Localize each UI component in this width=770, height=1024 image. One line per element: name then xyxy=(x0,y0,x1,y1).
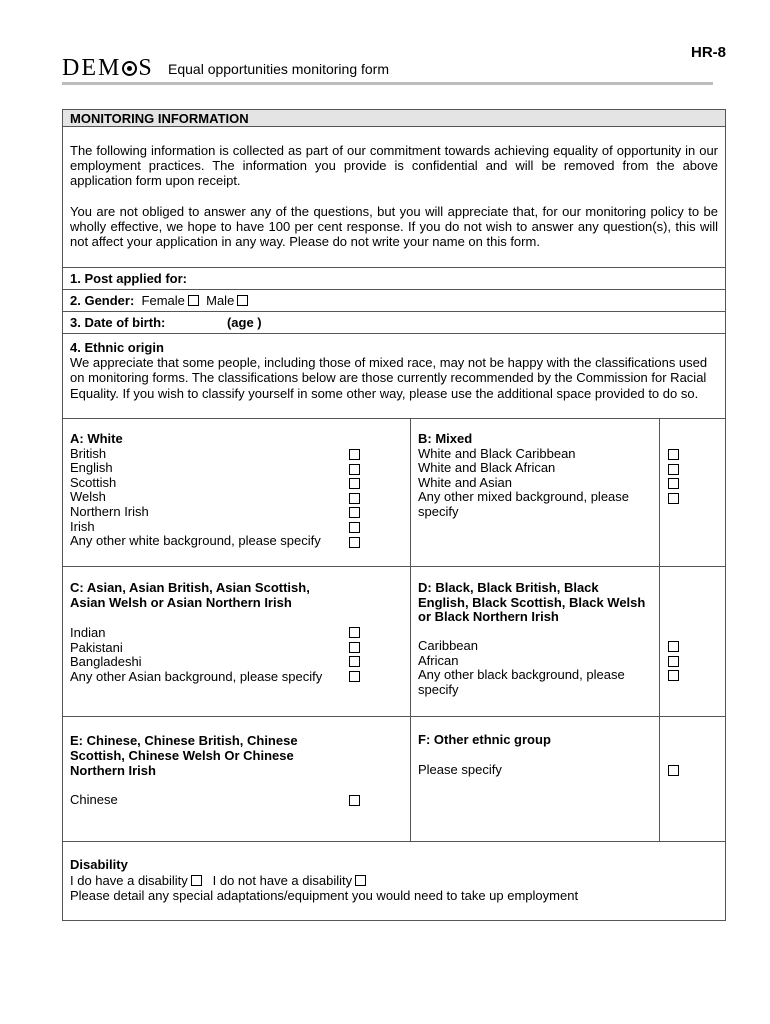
eye-icon xyxy=(122,61,137,76)
ethnic-group-ef xyxy=(63,717,725,842)
logo-text-right: S xyxy=(138,55,154,81)
monitoring-heading: MONITORING INFORMATION xyxy=(63,110,725,127)
adaptations-text: Please detail any special adaptations/equipment you would need to take up employment xyxy=(70,888,579,904)
other-ethnic-option: Please specify xyxy=(418,762,502,777)
checkbox[interactable] xyxy=(349,627,360,638)
white-option: British xyxy=(70,445,107,461)
chinese-checkboxes xyxy=(341,717,411,841)
asian-title: C: Asian, Asian British, Asian Scottish, Asian Welsh or Asian Northern Irish xyxy=(70,580,310,610)
checkbox[interactable] xyxy=(668,641,679,652)
ethnic-origin-intro xyxy=(63,334,725,419)
no-disability-label: I do not have a disability xyxy=(212,872,353,888)
chinese-title: E: Chinese, Chinese British, Chinese Scottish, Chinese Welsh Or Chinese Northern Irish xyxy=(70,733,298,779)
black-option: African xyxy=(418,652,459,668)
checkbox[interactable] xyxy=(668,493,679,504)
disability-options xyxy=(70,873,718,889)
checkbox[interactable] xyxy=(668,464,679,475)
white-group xyxy=(63,419,341,566)
black-group xyxy=(411,567,659,716)
checkbox[interactable] xyxy=(349,795,360,806)
asian-group xyxy=(63,567,341,716)
male-checkbox[interactable] xyxy=(237,295,248,306)
checkbox[interactable] xyxy=(668,765,679,776)
black-checkboxes xyxy=(659,567,727,716)
checkbox[interactable] xyxy=(349,537,360,548)
asian-checkboxes xyxy=(341,567,411,716)
white-option: Irish xyxy=(70,518,95,534)
dob-label[interactable]: 3. Date of birth: xyxy=(70,315,166,330)
female-label: Female xyxy=(141,293,185,308)
mixed-checkboxes xyxy=(659,419,727,566)
dob-row xyxy=(63,312,725,334)
other-ethnic-group xyxy=(411,717,659,841)
checkbox[interactable] xyxy=(668,670,679,681)
checkbox[interactable] xyxy=(349,493,360,504)
form-code: HR-8 xyxy=(690,44,726,61)
has-disability-label: I do have a disability xyxy=(70,872,188,888)
black-option: Any other black background, please specify xyxy=(418,667,625,697)
white-option: Welsh xyxy=(70,489,106,505)
checkbox[interactable] xyxy=(349,642,360,653)
checkbox[interactable] xyxy=(349,464,360,475)
intro-paragraph-2: You are not obliged to answer any of the questions, but you will appreciate that, for our monitoring policy to be wholly effective, we hope to have 100 per cent response. If you do not wish to answer any question(s), this will not affect your application in any way. Please do not write your name on this form. xyxy=(70,204,718,249)
white-option: Scottish xyxy=(70,474,117,490)
ethnic-group-ab xyxy=(63,419,725,567)
intro-section xyxy=(63,127,725,268)
demos-logo xyxy=(62,55,154,82)
mixed-title: B: Mixed xyxy=(418,431,473,446)
ethnic-origin-text: We appreciate that some people, including those of mixed race, may not be happy with the classifications used on monitoring forms. The classifications below are those currently recommended by the Commission for Racial Equality. If you wish to classify yourself in some other way, please use the additional space provided to do so. xyxy=(70,355,708,401)
white-option: Northern Irish xyxy=(70,503,149,519)
other-ethnic-title: F: Other ethnic group xyxy=(418,732,551,747)
black-title: D: Black, Black British, Black English, Black Scottish, Black Welsh or Black Northern Irish xyxy=(418,580,646,625)
intro-paragraph-1: The following information is collected as part of our commitment towards achieving equality of opportunity in our employment practices. The information you provide is confidential and will be removed from the above application form upon receipt. xyxy=(70,143,718,188)
disability-section xyxy=(63,842,725,920)
checkbox[interactable] xyxy=(349,507,360,518)
monitoring-form xyxy=(62,109,726,921)
checkbox[interactable] xyxy=(349,478,360,489)
logo-text-left: DEM xyxy=(62,55,122,81)
gender-label: 2. Gender: xyxy=(70,293,135,308)
disability-heading: Disability xyxy=(70,857,128,872)
ethnic-origin-heading: 4. Ethnic origin xyxy=(70,340,164,355)
checkbox[interactable] xyxy=(668,449,679,460)
checkbox[interactable] xyxy=(668,656,679,667)
age-label[interactable]: (age ) xyxy=(226,315,262,330)
other-ethnic-checkboxes xyxy=(659,717,727,841)
mixed-option: White and Black African xyxy=(418,460,556,476)
white-title: A: White xyxy=(70,431,123,446)
mixed-option: Any other mixed background, please specify xyxy=(418,489,630,519)
asian-option: Any other Asian background, please specify xyxy=(70,668,323,684)
checkbox[interactable] xyxy=(668,478,679,489)
checkbox[interactable] xyxy=(349,522,360,533)
asian-option: Pakistani xyxy=(70,639,123,655)
form-title: Equal opportunities monitoring form xyxy=(168,61,390,77)
chinese-option: Chinese xyxy=(70,792,118,807)
asian-option: Indian xyxy=(70,625,106,640)
has-disability-checkbox[interactable] xyxy=(191,875,202,886)
checkbox[interactable] xyxy=(349,656,360,667)
white-checkboxes xyxy=(341,419,411,566)
chinese-group xyxy=(63,717,341,841)
black-option: Caribbean xyxy=(418,638,478,653)
asian-option: Bangladeshi xyxy=(70,654,142,670)
header-divider xyxy=(62,82,713,85)
checkbox[interactable] xyxy=(349,449,360,460)
mixed-group xyxy=(411,419,659,566)
checkbox[interactable] xyxy=(349,671,360,682)
ethnic-group-cd xyxy=(63,567,725,717)
no-disability-checkbox[interactable] xyxy=(355,875,366,886)
male-label: Male xyxy=(206,293,235,308)
gender-row xyxy=(63,290,725,312)
mixed-option: White and Black Caribbean xyxy=(418,445,576,461)
white-option: Any other white background, please specify xyxy=(70,533,321,549)
mixed-option: White and Asian xyxy=(418,474,512,490)
white-option: English xyxy=(70,460,113,476)
post-applied-field[interactable]: 1. Post applied for: xyxy=(63,268,725,290)
female-checkbox[interactable] xyxy=(188,295,199,306)
